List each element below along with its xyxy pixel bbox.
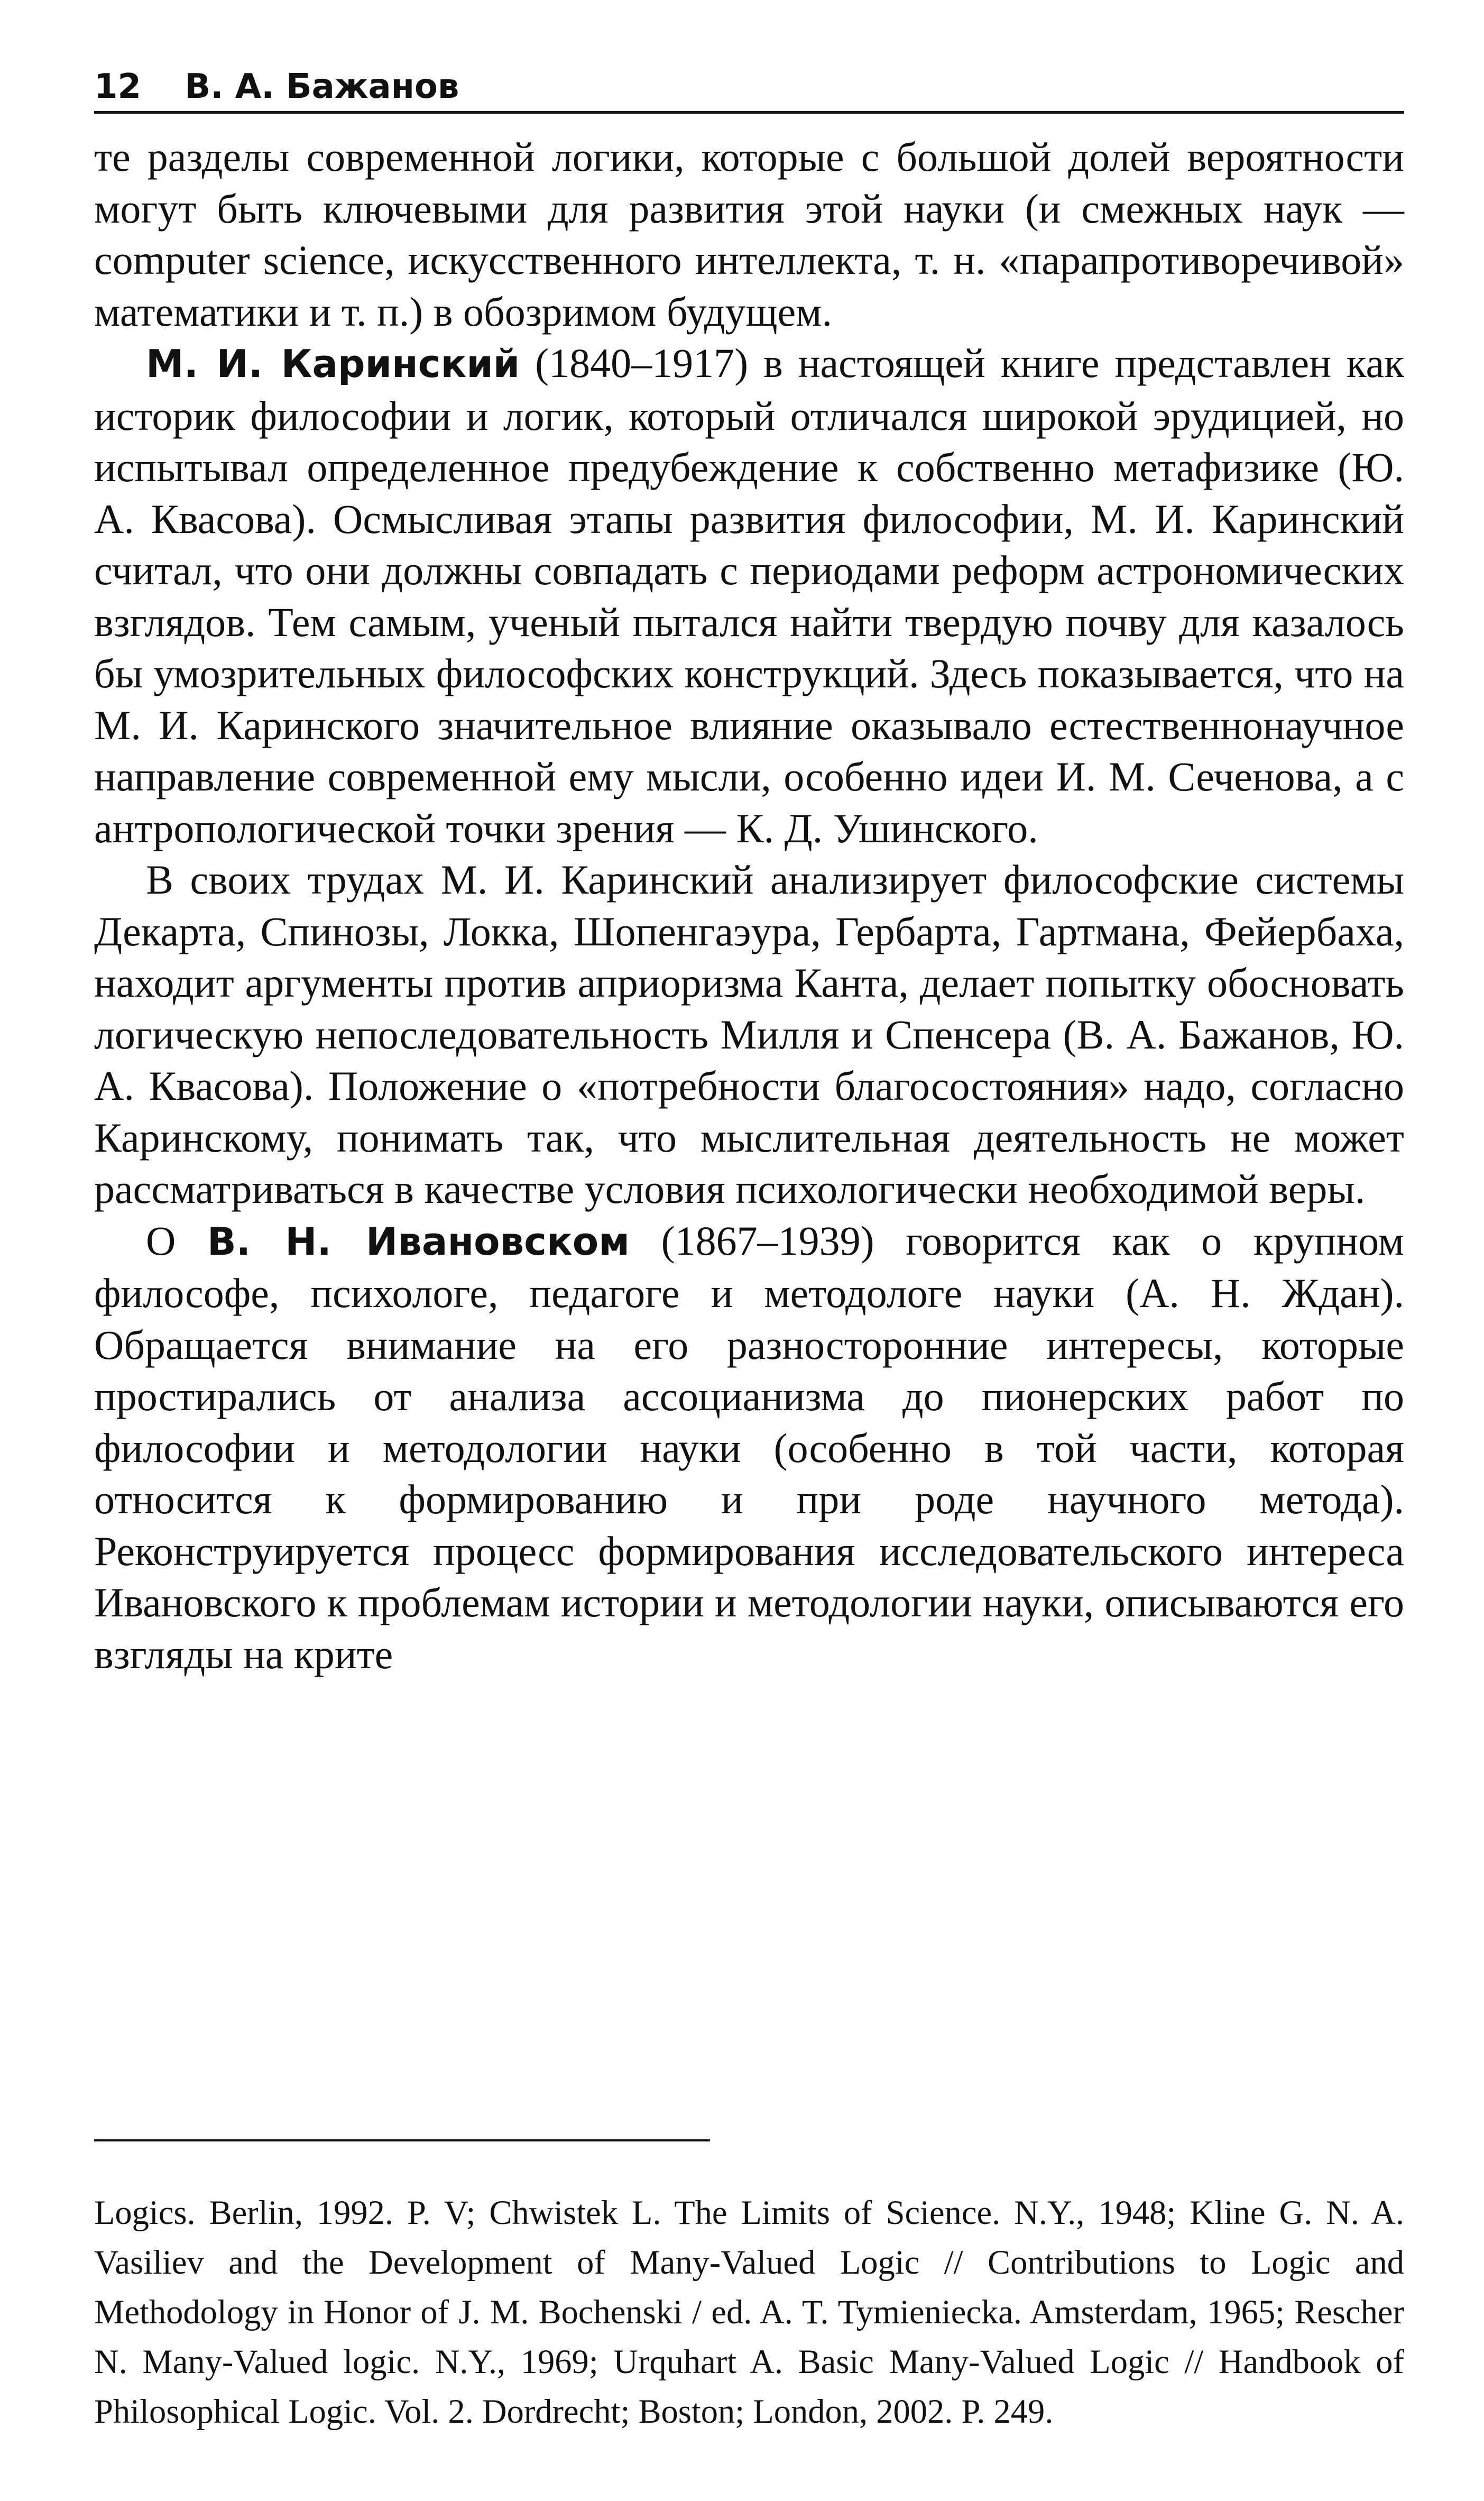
page-number: 12	[94, 67, 142, 106]
footnote-text: Logics. Berlin, 1992. P. V; Chwistek L. The Limits of Science. N.Y., 1948; Kline G. N. A. Vasiliev and the Development of Many-Valued Logic // Contributions to Logic and Methodology in Honor of J. M. Bochenski / ed. A. T. Tymieniecka. Amsterdam, 1965; Rescher N. Many-Valued logic. N.Y., 1969; Urquhart A. Basic Many-Valued Logic // Handbook of Philosophical Logic. Vol. 2. Dordrecht; Boston; London, 2002. P. 249.	[94, 2194, 1404, 2430]
paragraph-text: В своих трудах М. И. Каринский анализирует философские системы Декарта, Спинозы, Локка, Шопенгаэура, Гербарта, Гартмана, Фейербаха, находит аргументы против априоризма Канта, делает попытку обосновать логическую непоследовательность Милля и Спенсера (В. А. Бажанов, Ю. А. Квасова). Положение о «потребности благосостояния» надо, согласно Каринскому, понимать так, что мыслительная деятельность не может рассматриваться в качестве условия психологически необходимой веры.	[94, 857, 1404, 1212]
paragraph-karinsky	[94, 337, 1404, 854]
paragraph-ivanovsky	[94, 1215, 1404, 1680]
paragraph-text: (1867–1939) говорится как о крупном философе, психологе, педагоге и методологе науки (А. Н. Ждан). Обращается внимание на его разносторонние интересы, которые простирались от анализа ассоцианизма до пионерских работ по философии и методологии науки (особенно в той части, которая относится к формированию и при роде научного метода). Реконструируется процесс формирования исследовательского интереса Ивановского к проблемам истории и методологии науки, описываются его взгляды на крите	[94, 1217, 1404, 1677]
paragraph-text: те разделы современной логики, которые с большой долей вероятности могут быть ключевыми для развития этой науки (и смежных наук — computer science, искусственного интеллекта, т. н. «парапротиворечивой» математики и т. п.) в обозримом будущем.	[94, 134, 1404, 335]
paragraph-continuation	[94, 131, 1404, 337]
paragraph-karinsky-works	[94, 854, 1404, 1215]
person-name-ivanovsky: В. Н. Ивановском	[207, 1219, 630, 1264]
person-name-karinsky: М. И. Каринский	[146, 342, 520, 386]
main-text	[94, 131, 1404, 1680]
paragraph-text: (1840–1917) в настоящей книге представлен как историк философии и логик, который отличался широкой эрудицией, но испытывал определенное предубеждение к собственно метафизике (Ю. А. Квасова). Осмысливая этапы развития философии, М. И. Каринский считал, что они должны совпадать с периодами реформ астрономических взглядов. Тем самым, ученый пытался найти твердую почву для казалось бы умозрительных философских конструкций. Здесь показывается, что на М. И. Каринского значительное влияние оказывало естественнонаучное направление современной ему мысли, особенно идеи И. М. Сеченова, а с антропологической точки зрения — К. Д. Ушинского.	[94, 340, 1404, 851]
footnote-separator	[94, 2139, 710, 2141]
running-head: В. А. Бажанов	[185, 67, 459, 106]
paragraph-prefix: О	[146, 1217, 207, 1264]
page-header	[94, 62, 1404, 114]
footnote	[94, 2188, 1404, 2436]
